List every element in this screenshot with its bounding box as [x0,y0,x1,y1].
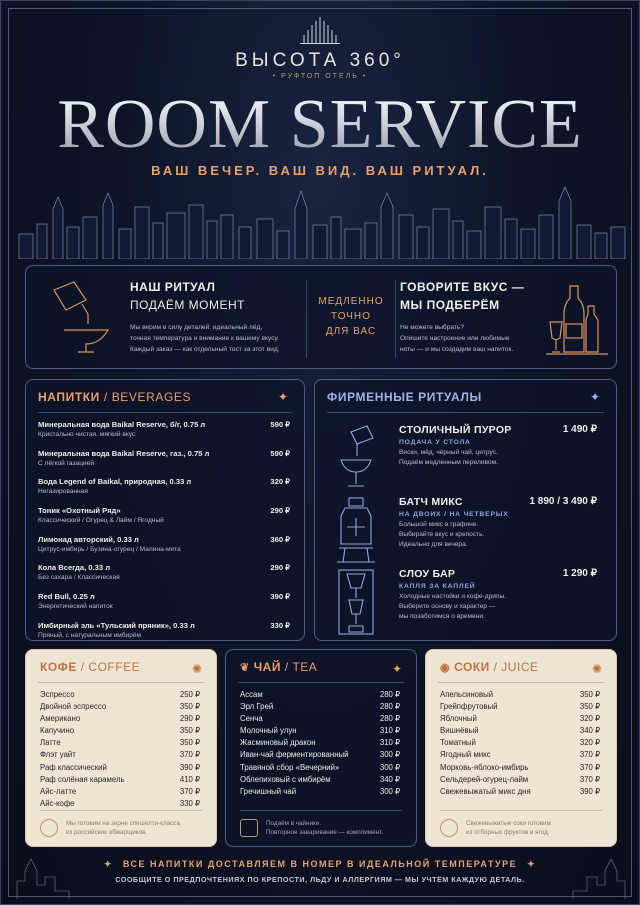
divider [240,810,402,811]
juice-list [440,689,600,798]
divider [440,810,602,811]
item-name: Флэт уайт [40,750,76,760]
coffee-title [40,660,140,674]
item-name: Томатный [440,738,476,748]
ritual-strip [25,265,617,369]
divider [40,810,202,811]
item-name: Раф солёная карамель [40,774,125,784]
motto-line: ДЛЯ ВАС [325,326,377,337]
beverage-desc: Без сахара / Классическая [38,574,120,582]
item-price: 280 ₽ [379,702,400,712]
item-name: Американо [40,714,81,724]
coffee-item[interactable] [40,749,200,761]
beverage-item[interactable] [38,535,294,564]
taste-block [400,280,540,355]
item-price: 290 ₽ [179,714,200,724]
beverage-name: Вода Legend of Baikal, природная, 0.33 л [38,477,192,487]
taste-text: Не можете выбрать? [400,324,465,331]
signature-text: Выбирайте вкус и крепость. [399,531,485,538]
beverage-item[interactable] [38,506,294,535]
note-text: Подаём в чайнике. [266,820,322,827]
beverages-title-ru: НАПИТКИ [38,390,100,404]
juice-title-en: / JUICE [489,660,539,674]
item-price: 250 ₽ [179,690,200,699]
sparkle-icon: ✺ [591,662,602,676]
juice-item[interactable] [440,701,600,713]
item-name: Ягодный микс [440,750,491,760]
coffee-bean-icon [40,819,58,837]
item-price: 300 ₽ [379,786,400,796]
tea-item[interactable] [240,725,400,737]
page-title: ROOM SERVICE [1,87,639,163]
signature-text: Идеально для вечера. [399,541,468,548]
beverage-price: 330 ₽ [270,620,290,630]
item-name: Сенча [240,714,263,724]
sparkle-icon: ✦ [103,859,113,869]
signature-body [399,568,609,622]
our-ritual-heading: НАШ РИТУАЛ [130,280,216,294]
item-price: 340 ₽ [379,774,400,784]
coffee-item[interactable] [40,737,200,749]
beverage-price: 390 ₽ [270,592,290,602]
divider [38,412,292,413]
beverage-name: Имбирный эль «Тульский пряник», 0.33 л [38,620,195,630]
tea-item[interactable] [240,701,400,713]
taste-heading: ГОВОРИТЕ ВКУС — [400,280,525,294]
item-price: 300 ₽ [379,762,400,772]
coffee-list [40,689,200,810]
pour-glass-icon [327,424,385,494]
sparkle-icon: ✺ [191,662,202,676]
coffee-section [25,649,217,847]
item-price: 370 ₽ [179,786,200,796]
tea-item[interactable] [240,762,400,774]
note-text: Повторное заваривание — комплимент. [266,829,384,836]
our-ritual-text: Мы верим в силу деталей: идеальный лёд, [130,324,263,331]
signature-text: Холодные настойки и кофе-дрипы. [399,593,507,600]
coffee-title-ru: КОФЕ [40,660,77,674]
juice-item[interactable] [440,774,600,786]
item-name: Гречишный чай [240,786,297,796]
drip-tower-icon [327,568,385,638]
beverage-desc: Классический / Огурец & Лайм / Ягодный [38,517,164,525]
signature-name: СЛОУ БАР [399,568,456,580]
signature-name: СТОЛИЧНЫЙ ПУРОР [399,424,512,436]
beverage-price: 590 ₽ [270,448,290,458]
sparkle-icon: ✦ [391,662,402,676]
tea-item[interactable] [240,774,400,786]
item-price: 310 ₽ [379,726,400,736]
juice-note [440,815,606,841]
tagline: ВАШ ВЕЧЕР. ВАШ ВИД. ВАШ РИТУАЛ. [151,163,489,178]
our-ritual-text: точная температура и внимание к вашему вкусу. [130,335,279,342]
juice-item[interactable] [440,689,600,701]
item-name: Апельсиновый [440,690,494,699]
tea-item[interactable] [240,749,400,761]
divider [238,682,404,683]
juice-item[interactable] [440,749,600,761]
tea-title-ru: ЧАЙ [253,660,281,674]
our-ritual-text: Каждый заказ — как отдельный тост за этот вид. [130,346,280,353]
sparkle-icon: ✦ [277,390,288,404]
beverages-section [25,379,305,641]
carafe-icon [327,496,385,566]
item-price: 300 ₽ [379,750,400,760]
beverage-name: Кола Всегда, 0.33 л [38,563,111,573]
building-logo-icon [300,15,340,45]
beverage-desc: С лёгкой газацией [38,459,95,467]
juice-title-ru: СОКИ [454,660,490,674]
item-price: 390 ₽ [179,762,200,772]
signature-price: 1 890 / 3 490 ₽ [529,496,597,507]
signature-name: БАТЧ МИКС [399,496,463,508]
beverage-price: 320 ₽ [270,477,290,487]
signature-title: ФИРМЕННЫЕ РИТУАЛЫ [327,390,482,404]
beverage-item[interactable] [38,420,294,449]
tea-item[interactable] [240,713,400,725]
divider [438,682,604,683]
note-text: Свежевыжатые соки готовим [466,820,551,827]
item-name: Эрл Грей [240,702,274,712]
item-price: 370 ₽ [579,750,600,760]
beverage-desc: Энергетический напиток [38,603,113,611]
taste-text: Опишите настроение или любимые [400,335,510,342]
item-price: 370 ₽ [179,750,200,760]
item-name: Травяной сбор «Вечерний» [240,762,340,772]
tea-item[interactable] [240,737,400,749]
beverage-item[interactable] [38,449,294,478]
item-name: Иван-чай ферментированный [240,750,349,760]
item-name: Ассам [240,690,263,699]
coffee-note [40,815,206,841]
item-price: 350 ₽ [179,738,200,748]
signature-item[interactable] [315,424,618,500]
coffee-item[interactable] [40,786,200,798]
item-name: Яблочный [440,714,477,724]
signature-item[interactable] [315,496,618,572]
beverages-title [38,390,191,404]
item-price: 320 ₽ [579,714,600,724]
city-skyline-illustration [9,179,633,259]
motto-line: МЕДЛЕННО [318,296,384,307]
note-text: из российских обжарщиков. [66,829,148,836]
coffee-item[interactable] [40,798,200,810]
item-name: Облепиховый с имбирём [240,774,331,784]
coffee-item[interactable] [40,725,200,737]
footer-preferences-line: СООБЩИТЕ О ПРЕДПОЧТЕНИЯХ ПО КРЕПОСТИ, ЛЬДУ И АЛЛЕРГИЯМ — МЫ УЧТЁМ КАЖДУЮ ДЕТАЛЬ. [115,875,525,884]
item-name: Грейпфрутовый [440,702,498,712]
signature-body [399,424,609,468]
item-price: 410 ₽ [179,774,200,784]
tea-title-en: / TEA [280,660,318,674]
bottles-glasses-icon [546,280,608,360]
item-name: Вишнёвый [440,726,479,736]
item-name: Жасминовый дракон [240,738,316,748]
item-name: Раф классический [40,762,107,772]
beverage-name: Минеральная вода Baikal Reserve, газ., 0.75 л [38,448,210,458]
signature-text: Выберите основу и характер — [399,603,496,610]
item-price: 280 ₽ [379,714,400,724]
tea-title [240,660,317,674]
tea-item[interactable] [240,786,400,798]
beverages-title-en: / BEVERAGES [99,390,192,404]
signature-price: 1 290 ₽ [562,568,597,579]
item-name: Латте [40,738,61,748]
beverage-price: 590 ₽ [270,420,290,429]
beverage-item[interactable] [38,477,294,506]
brand-name: ВЫСОТА 360° [235,50,405,71]
tea-section [225,649,417,847]
motto-line: ТОЧНО [331,311,371,322]
beverage-name: Red Bull, 0.25 л [38,592,95,602]
beverage-name: Лимонад авторский, 0.33 л [38,534,139,544]
item-price: 350 ₽ [179,702,200,712]
signature-sub: КАПЛЯ ЗА КАПЛЕЙ [399,583,476,590]
item-price: 330 ₽ [179,798,200,808]
leaf-icon: ❦ [240,662,250,674]
signature-rituals-section [314,379,617,641]
item-price: 370 ₽ [579,762,600,772]
beverage-item[interactable] [38,592,294,621]
item-price: 350 ₽ [579,702,600,712]
beverage-price: 290 ₽ [270,563,290,573]
signature-text: мы позаботимся о времени. [399,613,485,620]
footer-delivery-line [1,859,639,870]
taste-subheading: МЫ ПОДБЕРЁМ [400,298,500,312]
our-ritual-block [130,280,300,355]
orange-slice-icon [440,819,458,837]
juice-item[interactable] [440,713,600,725]
signature-item[interactable] [315,568,618,644]
juice-section [425,649,617,847]
pouring-bottle-icon [44,280,112,356]
divider [38,682,204,683]
item-price: 320 ₽ [579,738,600,748]
beverage-price: 290 ₽ [270,506,290,516]
beverage-item[interactable] [38,563,294,592]
item-price: 350 ₽ [579,690,600,699]
beverage-desc: Пряный, с натуральным имбирём [38,631,142,639]
signature-text: Подаём медленным переливом. [399,459,498,466]
motto-block [306,280,396,358]
item-price: 350 ₽ [179,726,200,736]
item-price: 390 ₽ [579,786,600,796]
signature-body [399,496,609,550]
item-name: Капучино [40,726,75,736]
brand-subtitle: • РУФТОП ОТЕЛЬ • [272,73,368,80]
coffee-item[interactable] [40,713,200,725]
juice-item[interactable] [440,737,600,749]
beverage-price: 360 ₽ [270,534,290,544]
signature-text: Большой микс в графине. [399,521,479,528]
coffee-title-en: / COFFEE [76,660,141,674]
juice-title [440,660,538,674]
logo [1,15,639,45]
taste-text: ноты — и мы создадим ваш напиток. [400,346,514,353]
item-name: Сельдерей-огурец-лайм [440,774,529,784]
item-price: 310 ₽ [379,738,400,748]
item-name: Айс-кофе [40,798,75,808]
note-text: из отборных фруктов и ягод. [466,829,550,836]
signature-sub: ПОДАЧА У СТОЛА [399,439,471,446]
beverage-name: Минеральная вода Baikal Reserve, б/г, 0.75 л [38,420,206,429]
tea-note [240,815,406,841]
coffee-item[interactable] [40,701,200,713]
item-price: 370 ₽ [579,774,600,784]
signature-price: 1 490 ₽ [562,424,597,435]
coffee-item[interactable] [40,762,200,774]
coffee-item[interactable] [40,689,200,701]
our-ritual-subheading: ПОДАЁМ МОМЕНТ [130,298,245,312]
beverages-list [38,420,294,650]
juice-item[interactable] [440,762,600,774]
juice-item[interactable] [440,725,600,737]
juice-item[interactable] [440,786,600,798]
signature-sub: НА ДВОИХ / НА ЧЕТВЕРЫХ [399,511,509,518]
beverage-desc: Цитрус-имбирь / Бузина-огурец / Малина-мята [38,545,181,553]
note-text: Мы готовим на зерне спешелти-класса [66,820,180,827]
footer-line-1: ВСЕ НАПИТКИ ДОСТАВЛЯЕМ В НОМЕР В ИДЕАЛЬНОЙ ТЕМПЕРАТУРЕ [122,859,518,869]
beverage-name: Тоник «Охотный Ряд» [38,506,121,516]
item-name: Двойной эспрессо [40,702,107,712]
tea-list [240,689,400,798]
coffee-item[interactable] [40,774,200,786]
signature-text: Виски, мёд, чёрный чай, цитрус. [399,449,498,456]
sparkle-icon: ✦ [527,859,537,869]
item-price: 280 ₽ [379,690,400,699]
sparkle-icon: ✦ [589,390,600,404]
beverage-item[interactable] [38,621,294,650]
item-name: Морковь-яблоко-имбирь [440,762,529,772]
item-name: Свежевыжатый микс дня [440,786,531,796]
divider [327,412,604,413]
item-price: 340 ₽ [579,726,600,736]
beverage-desc: Кристально чистая, мягкий вкус [38,431,136,438]
citrus-icon: ◉ [440,662,451,674]
beverage-desc: Негазированная [38,488,88,496]
item-name: Эспрессо [40,690,75,699]
item-name: Айс-латте [40,786,77,796]
item-name: Молочный улун [240,726,297,736]
teapot-icon [240,819,258,837]
tea-item[interactable] [240,689,400,701]
